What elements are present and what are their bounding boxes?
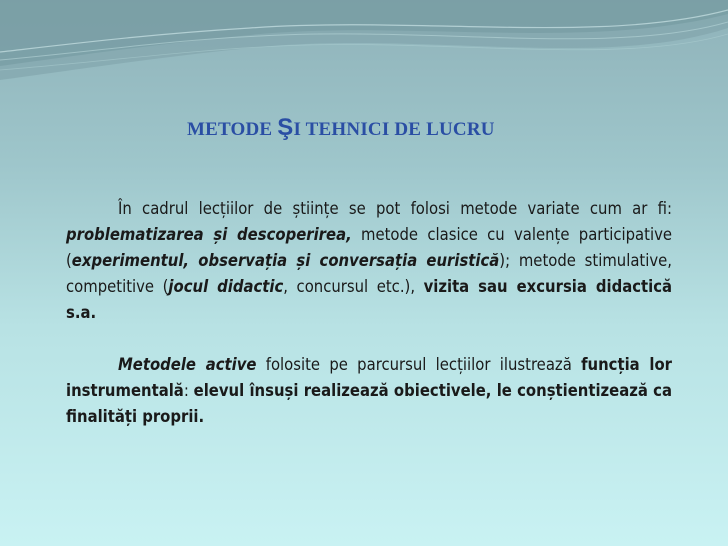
slide-title: METODE ŞI TEHNICI DE LUCRU xyxy=(187,114,495,141)
paragraph-active-methods: Metodele active folosite pe parcursul lecțiilor ilustrează funcția lor instrumentală: elevul însuși realizează obiectivele, le conștientizează ca finalități proprii. xyxy=(66,355,673,426)
paragraph-methods: În cadrul lecțiilor de științe se pot folosi metode variate cum ar fi: problematizarea și descoperirea, metode clasice cu valențe participative (experimentul, observația și conversația euristică); metode stimulative, competitive (jocul didactic, concursul etc.), vizita sau excursia didactică s.a. xyxy=(66,199,673,322)
decorative-wave-band xyxy=(0,0,728,90)
